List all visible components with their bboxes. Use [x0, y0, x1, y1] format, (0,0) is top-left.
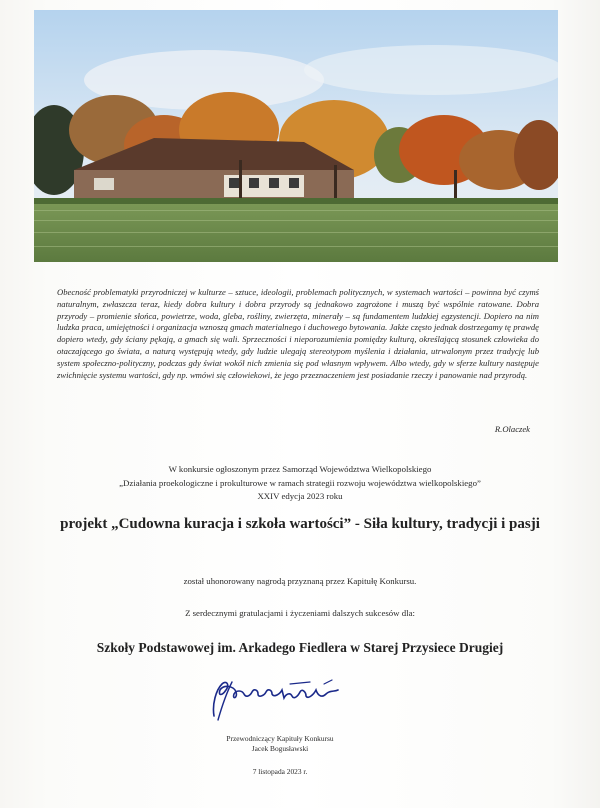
signatory-role: Przewodniczący Kapituły Konkursu: [226, 734, 334, 743]
quote-paragraph: Obecność problematyki przyrodniczej w kulturze – sztuce, ideologii, problemach politycznych, w systemach wartości – powinna być czymś naturalnym, zwłaszcza teraz, kiedy dobra kultury i dobra przyrody są jednakowo zagrożone i muszą być wspólnie ratowane. Dobra przyrody – promienie słońca, powietrze, woda, gleba, rośliny, zwierzęta, minerały – są fundamentem ludzkiej egzystencji. Dopiero na nim ludzka praca, umiejętności i organizacja wznoszą gmach materialnego i duchowego bytowania. Jakże często jednak dostrzegamy tę prawdę dopiero wtedy, gdy ściany pękają, a gmach się wali. Sprzeczności i nieporozumienia pomiędzy kulturą, określającą stosunek człowieka do otaczającego go świata, a naturą występują wtedy, gdy ludzie ulegają stereotypom myślenia i działania, utrwalonym przez tradycję lub system społeczno-polityczny, podczas gdy świat wokół nich zmienia się pod własnym wpływem. Albo wtedy, gdy w sferze kultury następuje zwichnięcie systemu wartości, gdy np. wmówi się człowiekowi, że jego przeznaczeniem jest posiadanie rzeczy i panowanie nad przyrodą.: [57, 287, 539, 380]
announcement-line-3: XXIV edycja 2023 roku: [257, 491, 343, 501]
signatory-name: Jacek Bogusławski: [251, 744, 309, 753]
announcement-line-1: W konkursie ogłoszonym przez Samorząd Województwa Wielkopolskiego: [168, 464, 432, 474]
congrats-text: Z serdecznymi gratulacjami i życzeniami dalszych sukcesów dla:: [185, 608, 415, 618]
announcement-line-2: „Działania proekologiczne i prokulturowe w ramach strategii rozwoju województwa wielkopolskiego”: [119, 478, 481, 488]
autumn-landscape-photo: [34, 10, 558, 262]
handwritten-signature: [192, 676, 352, 716]
project-title: projekt „Cudowna kuracja i szkoła wartości” - Siła kultury, tradycji i pasji: [60, 516, 540, 532]
school-name: Szkoły Podstawowej im. Arkadego Fiedlera w Starej Przysiece Drugiej: [96, 640, 504, 655]
quote-author: R.Olaczek: [494, 424, 530, 434]
award-text: został uhonorowany nagrodą przyznaną przez Kapitułę Konkursu.: [183, 576, 417, 586]
signatory-block: [150, 734, 410, 754]
issue-date: 7 listopada 2023 r.: [252, 767, 308, 776]
